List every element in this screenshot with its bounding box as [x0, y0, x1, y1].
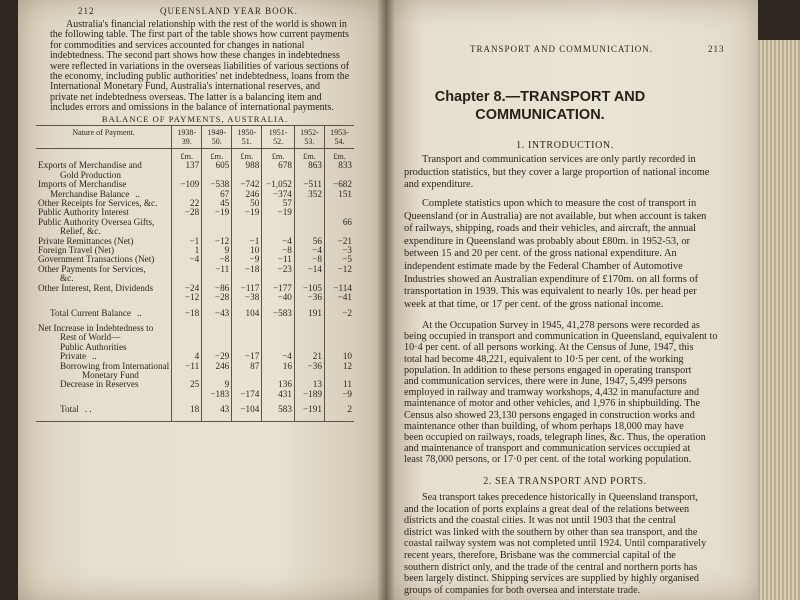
chapter-title-line: Chapter 8.—TRANSPORT AND: [434, 89, 646, 105]
table-cell: −374: [262, 190, 295, 199]
table-cell: 43: [202, 399, 232, 421]
paragraph: [404, 492, 734, 596]
chapter-title: [430, 88, 650, 124]
row-label: [36, 362, 172, 381]
table-cell: 2: [324, 399, 354, 421]
table-cell: −11: [262, 255, 295, 264]
leader-dots: ..: [92, 351, 97, 362]
text-line: being occupied in transport and communication in Queensland, equivalent to: [404, 331, 718, 343]
table-cell: 431: [262, 390, 295, 399]
table-cell: [172, 390, 202, 399]
text-line: week at that time, or 17 per cent. of the gross national income.: [404, 298, 664, 310]
table-cell: 10: [324, 352, 354, 361]
table-cell: −4: [294, 246, 324, 255]
table-cell: 12: [324, 362, 354, 381]
text-line: private net indebtedness overseas. The latter is a balancing item and: [50, 91, 322, 103]
row-label-text: Private Remittances (Net): [38, 235, 134, 246]
text-line: and the location of ports explains a great deal of the relations between: [404, 503, 690, 515]
table-cell: −5: [324, 255, 354, 264]
table-cell: −8: [294, 255, 324, 264]
text-line: between 15 and 20 per cent. of the gross national expenditure. An: [404, 248, 677, 260]
row-label-text: Merchandise Balance: [50, 188, 130, 199]
table-cell: −86: [202, 284, 232, 293]
table-cell: −8: [202, 255, 232, 264]
table-cell: −117: [232, 284, 262, 293]
table-cell: −1: [232, 237, 262, 246]
row-label-text: Decrease in Reserves: [60, 379, 139, 390]
row-label-text: Government Transactions (Net): [38, 254, 155, 265]
table-cell: −28: [202, 293, 232, 302]
table-cell: 246: [232, 190, 262, 199]
table-cell: −41: [324, 293, 354, 302]
table-cell: [232, 324, 262, 343]
table-cell: 136: [262, 380, 295, 389]
paragraph: [404, 154, 734, 192]
text-line: includes errors and omissions in the balance of international payments.: [50, 102, 334, 114]
table-cell: [232, 218, 262, 237]
table-row: [36, 303, 354, 324]
table-cell: −17: [232, 352, 262, 361]
table-cell: [172, 324, 202, 343]
text-line: and communication services, there were in June, 1947, 5,499 persons: [404, 376, 687, 388]
text-line: population. In addition to these persons engaged in operating transport: [404, 364, 692, 376]
paragraph: [404, 198, 734, 311]
table-cell: −183: [202, 390, 232, 399]
header-year: 1950-51.: [232, 126, 262, 149]
table-cell: [172, 218, 202, 237]
text-line: indebtedness. The second part shows how these changes in indebtedness: [50, 50, 340, 62]
table-cell: 67: [202, 190, 232, 199]
chapter-title-line: COMMUNICATION.: [475, 107, 605, 123]
table-cell: 4: [172, 352, 202, 361]
table-cell: [294, 199, 324, 208]
row-label: [36, 265, 172, 284]
text-line: independent estimate made by the Federal Chamber of Automotive: [404, 260, 683, 272]
table-cell: −36: [294, 293, 324, 302]
table-cell: −114: [324, 284, 354, 293]
row-label-continuation: Gold Production: [60, 169, 121, 180]
row-label-text: Exports of Merchandise and: [38, 160, 142, 171]
table-cell: 87: [232, 362, 262, 381]
table-cell: −36: [294, 362, 324, 381]
row-label-text: Foreign Travel (Net): [38, 245, 115, 256]
table-cell: 605: [202, 161, 232, 180]
table-cell: −174: [232, 390, 262, 399]
table-cell: 57: [262, 199, 295, 208]
table-cell: −18: [172, 303, 202, 324]
text-line: maintenance other than building, of whom perhaps 18,000 may have: [404, 420, 684, 432]
table-cell: 9: [202, 246, 232, 255]
row-label: [36, 293, 172, 302]
table-cell: −191: [294, 399, 324, 421]
text-line: 10·4 per cent. of all persons working. At the Census of June, 1947, this: [404, 342, 694, 354]
text-line: recent years, therefore, Brisbane was the commercial capital of the: [404, 549, 676, 561]
table-cell: −24: [172, 284, 202, 293]
table-cell: 10: [232, 246, 262, 255]
text-line: were reflected in variations in the overseas liabilities of various sections of: [50, 60, 350, 72]
text-line: Census also showed 23,130 persons engaged in construction works and: [404, 409, 695, 421]
table-cell: −2: [324, 303, 354, 324]
table-cell: [202, 218, 232, 237]
table-row: [36, 218, 354, 237]
text-line: districts and the coastal cities. It was not until 1903 that the central: [404, 515, 676, 527]
text-line: Complete statistics upon which to measure the cost of transport in: [422, 198, 697, 209]
row-label-text: Public Authority Interest: [38, 207, 129, 218]
table-cell: 246: [202, 362, 232, 381]
table-cell: −3: [324, 246, 354, 255]
table-cell: −18: [232, 265, 262, 284]
right-page-number: 213: [708, 44, 725, 54]
header-year: 1953-54.: [324, 126, 354, 149]
unit-cell: £m.: [232, 149, 262, 162]
table-cell: 137: [172, 161, 202, 180]
table-cell: −583: [262, 303, 295, 324]
table-cell: −1: [172, 237, 202, 246]
table-row: [36, 293, 354, 302]
text-line: production statistics, but they cover a large proportion of national income: [404, 166, 710, 178]
table-cell: 13: [294, 380, 324, 389]
table-cell: [172, 265, 202, 284]
row-label-text: Other Receipts for Services, &c.: [38, 198, 158, 209]
table-cell: 191: [294, 303, 324, 324]
text-line: transportation in 1939. This was equivalent to nearly 10s. per head per: [404, 286, 697, 298]
table-cell: −742: [232, 180, 262, 189]
row-label-text: Private: [60, 351, 87, 362]
table-cell: −19: [232, 208, 262, 217]
row-label-text: Public Authorities: [60, 341, 127, 352]
table-cell: −538: [202, 180, 232, 189]
row-label: [36, 303, 172, 324]
table-cell: 1: [172, 246, 202, 255]
table-cell: 863: [294, 161, 324, 180]
row-label: [36, 161, 172, 180]
text-line: the following table. The first part of the table shows how current payments: [50, 29, 349, 41]
text-line: and maintenance of transport and communication services occupied at: [404, 443, 691, 455]
row-label: [36, 284, 172, 293]
row-label: [36, 324, 172, 343]
table-cell: [294, 324, 324, 343]
row-label-text: Other Payments for Services,: [38, 263, 146, 274]
header-year: 1949-50.: [202, 126, 232, 149]
text-line: groups of companies for both oversea and interstate trade.: [404, 584, 641, 596]
table-cell: 104: [232, 303, 262, 324]
table-row: [36, 265, 354, 284]
text-line: least 78,000 persons, or 17·0 per cent. of the total working population.: [404, 454, 692, 466]
row-label-continuation: Rest of World—: [60, 332, 121, 343]
table-cell: [294, 208, 324, 217]
text-line: district was linked with the southern by other than sea transport, and the: [404, 526, 698, 538]
book-gutter: [378, 0, 394, 600]
left-page-number: 212: [78, 6, 95, 16]
table-cell: 9: [202, 380, 232, 389]
table-row: [36, 362, 354, 381]
table-cell: [324, 199, 354, 208]
balance-of-payments-table: [36, 125, 354, 422]
unit-cell: £m.: [172, 149, 202, 162]
text-line: Transport and communication services are only partly recorded in: [422, 154, 696, 165]
text-line: expenditure in Queensland was probably about £80m. in 1952-53, or: [404, 235, 690, 247]
text-line: total had become 48,221, equivalent to 10·5 per cent. of the working: [404, 353, 684, 365]
text-line: maintenance of motor and other vehicles, and 1,976 in shipbuilding. The: [404, 398, 701, 410]
text-line: coastal railway system was not completed until 1924. Until comparatively: [404, 538, 707, 550]
text-line: employed in railway and tramway workshops, 4,432 in manufacture and: [404, 387, 700, 399]
text-line: Queensland (or in Australia) are not available, but when account is taken: [404, 210, 707, 222]
text-line: Australia's financial relationship with the rest of the world is shown in: [66, 19, 347, 30]
table-cell: −511: [294, 180, 324, 189]
row-label-text: Borrowing from International: [60, 360, 170, 371]
header-year: 1938-39.: [172, 126, 202, 149]
unit-cell: £m.: [202, 149, 232, 162]
row-label-text: Net Increase in Indebtedness to: [38, 322, 154, 333]
row-label-text: Other Interest, Rent, Dividends: [38, 282, 154, 293]
section-heading-introduction: 1. INTRODUCTION.: [516, 140, 614, 151]
table-cell: [202, 324, 232, 343]
table-cell: −109: [172, 180, 202, 189]
table-cell: −38: [232, 293, 262, 302]
table-cell: 833: [324, 161, 354, 180]
row-label: [36, 380, 172, 389]
table-cell: 18: [172, 399, 202, 421]
table-cell: −9: [324, 390, 354, 399]
table-header-row: [36, 126, 354, 149]
text-line: and expenditure.: [404, 179, 474, 191]
table-cell: 11: [324, 380, 354, 389]
table-cell: [262, 218, 295, 237]
row-label-text: Total Current Balance: [50, 307, 131, 318]
table-cell: −682: [324, 180, 354, 189]
table-cell: −104: [232, 399, 262, 421]
table-cell: 66: [324, 218, 354, 237]
leader-dots: . .: [84, 404, 92, 415]
table-cell: 352: [294, 190, 324, 199]
leader-dots: ..: [135, 188, 140, 199]
table-cell: −12: [172, 293, 202, 302]
table-row: [36, 399, 354, 421]
leader-dots: ..: [137, 307, 142, 318]
table-cell: [262, 324, 295, 343]
table-cell: 25: [172, 380, 202, 389]
table-cell: −8: [262, 246, 295, 255]
table-caption: BALANCE OF PAYMENTS, AUSTRALIA.: [101, 114, 289, 124]
text-line: Industries showed an Australian expenditure of £170m. on all forms of: [404, 273, 699, 285]
table-cell: −105: [294, 284, 324, 293]
left-intro-paragraph: [50, 20, 360, 114]
table-cell: 45: [202, 199, 232, 208]
table-cell: 16: [262, 362, 295, 381]
text-line: for commodities and services accounted for changes in national: [50, 39, 305, 51]
text-line: of railways, shipping, roads and their vehicles, and aircraft, the annual: [404, 223, 696, 235]
table-cell: −4: [172, 255, 202, 264]
unit-cell: £m.: [324, 149, 354, 162]
paragraph: [404, 320, 734, 466]
header-nature: Nature of Payment.: [36, 126, 172, 149]
table-cell: −189: [294, 390, 324, 399]
text-line: At the Occupation Survey in 1945, 41,278 persons were recorded as: [422, 320, 700, 331]
table-cell: −177: [262, 284, 295, 293]
table-cell: 21: [294, 352, 324, 361]
table-cell: 151: [324, 190, 354, 199]
row-label: [36, 218, 172, 237]
table-row: [36, 161, 354, 180]
text-line: the economy, including public authorities' net indebtedness, loans from the: [50, 71, 350, 83]
table-cell: −1,052: [262, 180, 295, 189]
table-row: [36, 324, 354, 343]
text-line: International Monetary Fund, Australia's international reserves, and: [50, 81, 321, 93]
row-label-text: Total: [60, 404, 79, 415]
table-cell: −4: [262, 237, 295, 246]
unit-cell: £m.: [294, 149, 324, 162]
row-label: [36, 399, 172, 421]
table-cell: −19: [202, 208, 232, 217]
row-label: [36, 343, 172, 352]
left-running-head: QUEENSLAND YEAR BOOK.: [160, 6, 298, 16]
table-cell: 583: [262, 399, 295, 421]
row-label-continuation: &c.: [60, 273, 74, 284]
table-cell: [294, 218, 324, 237]
table-cell: −40: [262, 293, 295, 302]
table-cell: −23: [262, 265, 295, 284]
table-row: [36, 390, 354, 399]
text-line: southern district only, and the trade of the central and northern ports has: [404, 561, 698, 573]
table-cell: −12: [202, 237, 232, 246]
table-cell: [324, 324, 354, 343]
table-cell: −19: [262, 208, 295, 217]
text-line: been largely distinct. Shipping services are supplied by highly organised: [404, 573, 700, 585]
row-label-text: Imports of Merchandise: [38, 179, 127, 190]
table-cell: 22: [172, 199, 202, 208]
right-running-head: TRANSPORT AND COMMUNICATION.: [470, 44, 654, 54]
row-label: [36, 390, 172, 399]
text-line: Sea transport takes precedence historically in Queensland transport,: [422, 492, 699, 503]
table-cell: 50: [232, 199, 262, 208]
table-cell: 678: [262, 161, 295, 180]
table-cell: −14: [294, 265, 324, 284]
row-label-continuation: Relief, &c.: [60, 226, 101, 237]
section-heading-sea-transport: 2. SEA TRANSPORT AND PORTS.: [483, 476, 647, 487]
table-cell: 988: [232, 161, 262, 180]
table-cell: −12: [324, 265, 354, 284]
table-cell: −29: [202, 352, 232, 361]
page-edges: [758, 40, 800, 600]
table-cell: −11: [172, 362, 202, 381]
table-cell: −28: [172, 208, 202, 217]
row-label-text: Public Authority Oversea Gifts,: [38, 216, 155, 227]
table-cell: −4: [262, 352, 295, 361]
table-cell: −11: [202, 265, 232, 284]
header-year: 1952-53.: [294, 126, 324, 149]
table-cell: −43: [202, 303, 232, 324]
table-cell: −9: [232, 255, 262, 264]
header-year: 1951-52.: [262, 126, 295, 149]
unit-cell: £m.: [262, 149, 295, 162]
table-cell: −21: [324, 237, 354, 246]
table-cell: 56: [294, 237, 324, 246]
row-label-continuation: Monetary Fund: [82, 369, 139, 380]
text-line: been occupied on railways, roads, telegraph lines, &c. Thus, the operation: [404, 432, 706, 444]
